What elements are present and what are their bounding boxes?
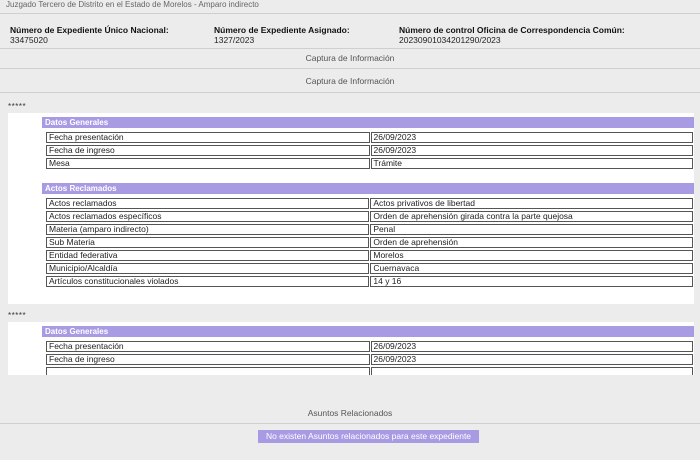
field-value: Trámite bbox=[371, 158, 693, 169]
field-label: Actos reclamados bbox=[46, 198, 369, 209]
field-label: Artículos constitucionales violados bbox=[46, 276, 369, 287]
field-value: Penal bbox=[370, 224, 693, 235]
actos-reclamados-header: Actos Reclamados bbox=[42, 183, 694, 194]
field-value: Orden de aprehensión girada contra la parte quejosa bbox=[370, 211, 693, 222]
field-value: Morelos bbox=[370, 250, 693, 261]
field-label: Mesa bbox=[46, 158, 370, 169]
asuntos-relacionados-title: Asuntos Relacionados bbox=[307, 408, 393, 418]
divider bbox=[0, 48, 700, 49]
table-row bbox=[46, 367, 693, 375]
table-row bbox=[46, 250, 693, 261]
field-value: Actos privativos de libertad bbox=[370, 198, 693, 209]
field-label: Actos reclamados específicos bbox=[46, 211, 369, 222]
field-value-cut bbox=[371, 367, 693, 375]
expediente-asignado-value: 1327/2023 bbox=[214, 35, 255, 45]
table-row bbox=[46, 276, 693, 287]
expediente-unico-label: Número de Expediente Único Nacional: bbox=[10, 25, 169, 35]
field-value: 14 y 16 bbox=[370, 276, 693, 287]
numero-control-label: Número de control Oficina de Correspondencia Común: bbox=[399, 25, 625, 35]
field-label: Municipio/Alcaldía bbox=[46, 263, 369, 274]
field-label: Sub Materia bbox=[46, 237, 369, 248]
table-row bbox=[46, 211, 693, 222]
divider bbox=[0, 92, 700, 93]
field-value: 26/09/2023 bbox=[371, 354, 693, 365]
datos-generales-table bbox=[45, 130, 694, 171]
table-row bbox=[46, 198, 693, 209]
record-separator: ***** bbox=[8, 311, 27, 320]
field-label: Fecha presentación bbox=[46, 341, 370, 352]
datos-generales-table bbox=[45, 339, 694, 375]
field-value: 26/09/2023 bbox=[371, 145, 693, 156]
divider bbox=[0, 423, 700, 424]
table-row bbox=[46, 341, 693, 352]
field-label: Fecha presentación bbox=[46, 132, 370, 143]
table-row bbox=[46, 145, 693, 156]
table-row bbox=[46, 132, 693, 143]
divider bbox=[0, 68, 700, 69]
table-row bbox=[46, 224, 693, 235]
field-label: Materia (amparo indirecto) bbox=[46, 224, 369, 235]
field-value: 26/09/2023 bbox=[371, 132, 693, 143]
expediente-unico-value: 33475020 bbox=[10, 35, 48, 45]
no-related-matters-message: No existen Asuntos relacionados para este expediente bbox=[258, 430, 479, 443]
section-title-captura-2: Captura de Información bbox=[305, 76, 395, 86]
table-row bbox=[46, 158, 693, 169]
table-row bbox=[46, 237, 693, 248]
actos-reclamados-table bbox=[45, 196, 694, 289]
datos-generales-header: Datos Generales bbox=[42, 117, 694, 128]
field-label-cut bbox=[46, 367, 370, 375]
table-row bbox=[46, 354, 693, 365]
record-separator: ***** bbox=[8, 102, 27, 111]
field-label: Fecha de ingreso bbox=[46, 354, 370, 365]
record-panel bbox=[8, 113, 694, 304]
field-label: Entidad federativa bbox=[46, 250, 369, 261]
field-value: Orden de aprehensión bbox=[370, 237, 693, 248]
divider bbox=[0, 13, 700, 14]
numero-control-value: 20230901034201290/2023 bbox=[399, 35, 501, 45]
expediente-asignado-label: Número de Expediente Asignado: bbox=[214, 25, 350, 35]
datos-generales-header: Datos Generales bbox=[42, 326, 694, 337]
field-label: Fecha de ingreso bbox=[46, 145, 370, 156]
table-row bbox=[46, 263, 693, 274]
record-panel bbox=[8, 322, 694, 375]
court-title: Juzgado Tercero de Distrito en el Estado de Morelos - Amparo indirecto bbox=[6, 0, 259, 9]
field-value: Cuernavaca bbox=[370, 263, 693, 274]
field-value: 26/09/2023 bbox=[371, 341, 693, 352]
section-title-captura: Captura de Información bbox=[305, 53, 395, 63]
